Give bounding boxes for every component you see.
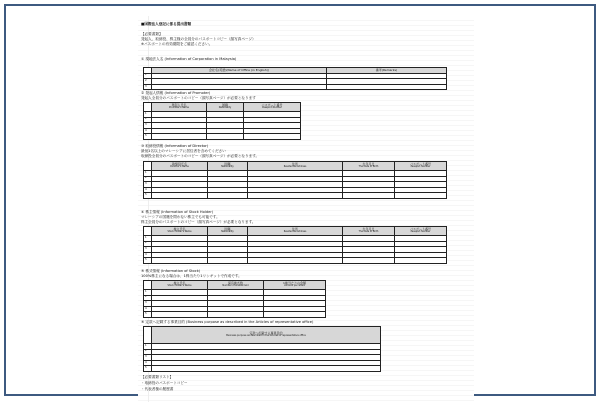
section-3-note-1: 最低1名以上のマレーシアに居住者を含めてください bbox=[141, 149, 226, 153]
header-number-cell bbox=[144, 281, 152, 290]
row-number: 1 bbox=[144, 236, 152, 242]
promoter-table bbox=[143, 102, 301, 140]
table-header-row bbox=[144, 162, 447, 171]
row-number: 2 bbox=[144, 79, 152, 85]
header-cell: 株主氏名 Stock Holder's Name bbox=[152, 281, 208, 290]
section-5-note: 100%株主になる場合は、1株当たり1リンギットで作成です。 bbox=[141, 274, 242, 278]
table-header-row bbox=[144, 227, 447, 236]
table-cell[interactable] bbox=[244, 134, 301, 140]
table-cell[interactable] bbox=[152, 312, 208, 318]
table-row bbox=[144, 366, 381, 372]
row-number: 3 bbox=[144, 123, 152, 129]
header-cell: 会社名(英語)(Name of Office (in English)) bbox=[152, 68, 327, 74]
spreadsheet-page bbox=[138, 16, 474, 402]
header-cell: 備考(Remarks) bbox=[327, 68, 447, 74]
table-row bbox=[144, 312, 326, 318]
header-cell: 生年月日 The Date of Birth bbox=[343, 227, 395, 236]
header-cell: 国籍 Nationality bbox=[207, 103, 244, 112]
header-number-cell bbox=[144, 103, 152, 112]
section-2-heading: ② 発起人情報 (Information of Promoter) bbox=[141, 91, 211, 95]
row-number: 3 bbox=[144, 247, 152, 253]
table-row bbox=[144, 193, 447, 199]
stock-holder-table bbox=[143, 226, 447, 264]
row-number: 4 bbox=[144, 360, 152, 366]
row-number: 3 bbox=[144, 182, 152, 188]
table-cell[interactable] bbox=[208, 193, 248, 199]
business-purpose-table bbox=[143, 326, 381, 372]
table-cell[interactable] bbox=[208, 258, 248, 264]
table-header-row bbox=[144, 327, 381, 344]
table-row bbox=[144, 84, 447, 90]
table-cell[interactable] bbox=[208, 312, 264, 318]
header-number-cell bbox=[144, 327, 152, 344]
stock-table bbox=[143, 280, 326, 318]
table-cell[interactable] bbox=[264, 312, 326, 318]
table-cell[interactable] bbox=[343, 258, 395, 264]
header-cell: 定款へ記載する事業目的 Business purpose as described in the Articles of representative office bbox=[152, 327, 381, 344]
section-4-heading: ④ 株主情報 (Information of Stock Holder) bbox=[141, 210, 214, 214]
header-cell: パスポート番号 Passport Number bbox=[395, 162, 447, 171]
row-number: 1 bbox=[144, 344, 152, 350]
section-5-heading: ⑤ 株式情報 (Information of Stock) bbox=[141, 269, 201, 273]
table-cell[interactable] bbox=[152, 366, 381, 372]
header-cell: 国籍 Nationality bbox=[208, 162, 248, 171]
section-1-heading: ① 現地法人名 (Information of Corporation in Malaysia) bbox=[141, 57, 237, 61]
row-number: 5 bbox=[144, 312, 152, 318]
intro-line-2: ※パスポートの有効期限をご確認ください。 bbox=[141, 42, 213, 46]
row-number: 3 bbox=[144, 301, 152, 307]
header-cell: 取締役氏名 Director's Name bbox=[152, 162, 208, 171]
intro-line-1: 発起人、取締役、株主様の全員分のパスポートコピー（顔写真ページ） bbox=[141, 37, 256, 41]
footer-item-2: ・代表者様の履歴書 bbox=[141, 387, 174, 391]
row-number: 4 bbox=[144, 306, 152, 312]
table-cell[interactable] bbox=[152, 193, 208, 199]
row-number: 2 bbox=[144, 241, 152, 247]
row-number: 5 bbox=[144, 258, 152, 264]
row-number: 1 bbox=[144, 290, 152, 296]
header-cell: 発起人氏名 Promoter's Name bbox=[152, 103, 207, 112]
corporation-table bbox=[143, 67, 447, 90]
footer-item-1: ・取締役のパスポートコピー bbox=[141, 381, 188, 385]
row-number: 3 bbox=[144, 355, 152, 361]
table-cell[interactable] bbox=[327, 84, 447, 90]
header-cell: 国籍 Nationality bbox=[208, 227, 248, 236]
header-cell: 保有株式数 Number of shares held bbox=[208, 281, 264, 290]
row-number: 4 bbox=[144, 128, 152, 134]
director-table bbox=[143, 161, 447, 199]
intro-heading: 【必要書類】 bbox=[141, 32, 163, 36]
row-number: 5 bbox=[144, 366, 152, 372]
table-header-row bbox=[144, 103, 301, 112]
table-cell[interactable] bbox=[152, 134, 207, 140]
row-number: 3 bbox=[144, 84, 152, 90]
table-cell[interactable] bbox=[248, 193, 343, 199]
header-cell: パスポート番号 Passport Number bbox=[395, 227, 447, 236]
section-3-heading: ③ 取締役情報 (Information of Director) bbox=[141, 144, 209, 148]
row-number: 1 bbox=[144, 171, 152, 177]
header-cell: 生年月日 The Date of Birth bbox=[343, 162, 395, 171]
header-cell: 1株当たりの金額 Amount per share bbox=[264, 281, 326, 290]
table-cell[interactable] bbox=[343, 193, 395, 199]
table-cell[interactable] bbox=[248, 258, 343, 264]
row-number: 5 bbox=[144, 134, 152, 140]
table-cell[interactable] bbox=[152, 84, 327, 90]
table-row bbox=[144, 134, 301, 140]
header-cell: 住所 Residential Address bbox=[248, 162, 343, 171]
section-3-note-2: 取締役全員分のパスポートのコピー（顔写真ページ）が必要となります。 bbox=[141, 154, 260, 158]
row-number: 5 bbox=[144, 193, 152, 199]
row-number: 4 bbox=[144, 187, 152, 193]
row-number: 2 bbox=[144, 295, 152, 301]
table-row bbox=[144, 258, 447, 264]
section-4-note-2: 株主全員分のパスポートのコピー（顔写真ページ）が必要となります。 bbox=[141, 220, 256, 224]
row-number: 2 bbox=[144, 117, 152, 123]
table-cell[interactable] bbox=[152, 258, 208, 264]
table-cell[interactable] bbox=[395, 258, 447, 264]
header-cell: 住所 Residential Address bbox=[248, 227, 343, 236]
header-number-cell bbox=[144, 162, 152, 171]
table-header-row bbox=[144, 281, 326, 290]
document-title: ■国際法人登記に係る提出書類 bbox=[141, 22, 192, 26]
screenshot-frame bbox=[4, 4, 596, 396]
header-cell: パスポート番号 Passport Number bbox=[244, 103, 301, 112]
section-4-note-1: マレーシアの国籍を問わない株主でも可能です。 bbox=[141, 215, 220, 219]
header-cell: 株主氏名 Stock Holder's Name bbox=[152, 227, 208, 236]
row-number: 2 bbox=[144, 176, 152, 182]
table-cell[interactable] bbox=[395, 193, 447, 199]
footer-heading: 【必要書類リスト】 bbox=[141, 375, 174, 379]
row-number: 4 bbox=[144, 252, 152, 258]
row-number: 1 bbox=[144, 112, 152, 118]
row-number: 2 bbox=[144, 349, 152, 355]
section-2-note: 発起人全員分のパスポートのコピー（顔写真ページ）が必要となります bbox=[141, 96, 256, 100]
section-6-heading: ⑥ 定款へ記載する事業目的 (Business purpose as described in the Articles of representative office) bbox=[141, 320, 314, 324]
table-cell[interactable] bbox=[207, 134, 244, 140]
row-number: 1 bbox=[144, 73, 152, 79]
header-number-cell bbox=[144, 227, 152, 236]
